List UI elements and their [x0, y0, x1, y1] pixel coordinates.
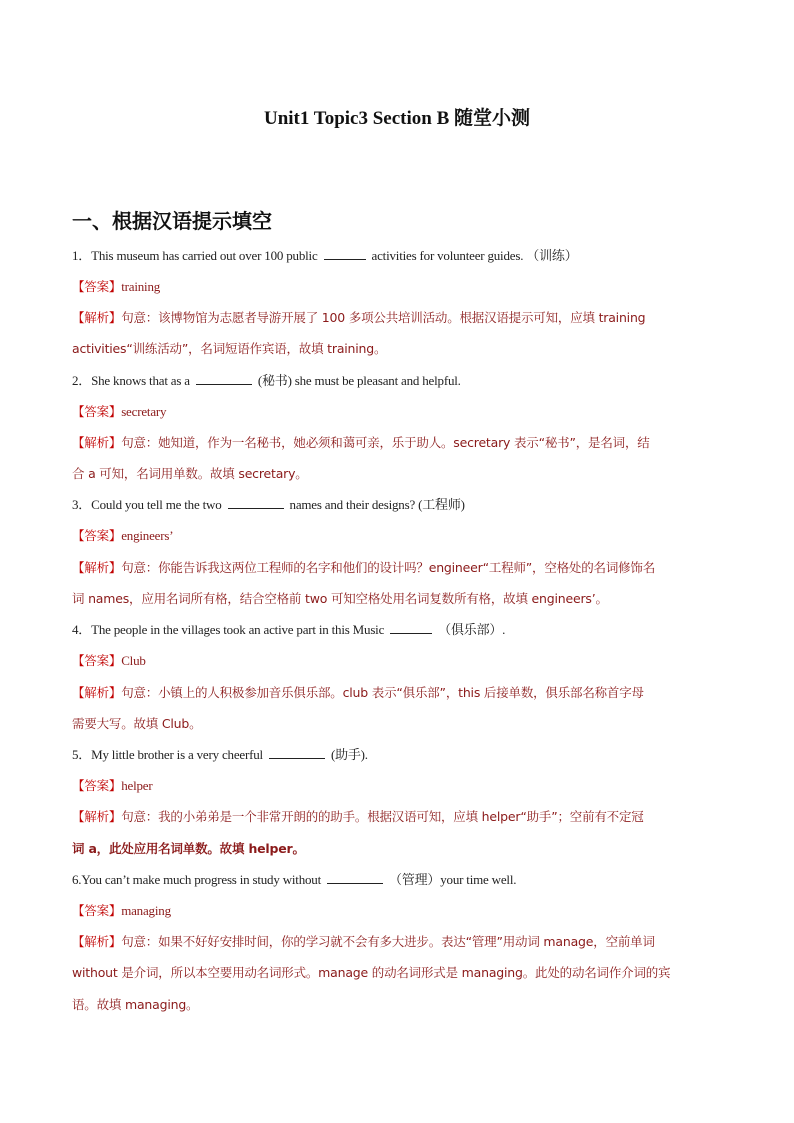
- answer-line: [72, 776, 732, 796]
- answer-line: [72, 901, 732, 921]
- explain-text: 句意：小镇上的人积极参加音乐俱乐部。club 表示“俱乐部”，this 后接单数，俱乐部名称首字母: [121, 685, 644, 700]
- explain-line: [72, 807, 732, 827]
- question-text: 1．This museum has carried out over 100 public: [72, 248, 318, 263]
- answer-line: [72, 651, 732, 671]
- question-3: [72, 495, 732, 515]
- answer-blank[interactable]: [324, 247, 366, 260]
- answer-tag: 【答案】: [72, 528, 122, 543]
- answer-tag: 【答案】: [72, 279, 122, 294]
- explain-line: [72, 433, 732, 453]
- answer-tag: 【答案】: [72, 903, 122, 918]
- answer-line: [72, 402, 732, 422]
- explain-tag: 【解析】: [72, 435, 122, 450]
- explain-line: without 是介词，所以本空要用动名词形式。manage 的动名词形式是 managing。此处的动名词作介词的宾: [72, 965, 671, 980]
- explain-line: 语。故填 managing。: [72, 997, 199, 1012]
- question-text: 3．Could you tell me the two: [72, 497, 222, 512]
- explain-line: [72, 558, 732, 578]
- explain-tag: 【解析】: [72, 934, 122, 949]
- answer-value: helper: [121, 778, 153, 793]
- explain-line: 词 names，应用名词所有格，结合空格前 two 可知空格处用名词复数所有格，故填 engineers’。: [72, 591, 608, 606]
- explain-text: 句意：我的小弟弟是一个非常开朗的的助手。根据汉语可知，应填 helper“助手”；空前有不定冠: [121, 809, 644, 824]
- explain-text: 句意：你能告诉我这两位工程师的名字和他们的设计吗？engineer“工程师”，空格处的名词修饰名: [121, 560, 656, 575]
- explain-text: 句意：该博物馆为志愿者导游开展了 100 多项公共培训活动。根据汉语提示可知，应填 training: [121, 310, 646, 325]
- explain-line: 合 a 可知，名词用单数。故填 secretary。: [72, 466, 308, 481]
- answer-value: managing: [121, 903, 171, 918]
- question-1: [72, 246, 732, 266]
- answer-tag: 【答案】: [72, 653, 122, 668]
- explain-tag: 【解析】: [72, 685, 122, 700]
- explain-line: activities“训练活动”，名词短语作宾语，故填 training。: [72, 341, 387, 356]
- answer-blank[interactable]: [196, 372, 252, 385]
- explain-tag: 【解析】: [72, 310, 122, 325]
- question-text: names and their designs? (工程师): [289, 497, 465, 512]
- question-text: （管理）your time well.: [389, 872, 517, 887]
- answer-blank[interactable]: [390, 621, 432, 634]
- explain-text: 句意：如果不好好安排时间，你的学习就不会有多大进步。表达“管理”用动词 manage，空前单词: [121, 934, 655, 949]
- answer-value: engineers’: [121, 528, 174, 543]
- explain-line: 需要大写。故填 Club。: [72, 716, 202, 731]
- explain-line: [72, 683, 732, 703]
- answer-value: secretary: [121, 404, 167, 419]
- question-6: [72, 870, 732, 890]
- section-heading: 一、根据汉语提示填空: [72, 209, 272, 233]
- answer-tag: 【答案】: [72, 778, 122, 793]
- explain-line: [72, 308, 732, 328]
- question-text: (秘书) she must be pleasant and helpful.: [257, 373, 461, 388]
- question-text: （俱乐部）.: [438, 622, 506, 637]
- answer-blank[interactable]: [228, 496, 284, 509]
- page-title: Unit1 Topic3 Section B 随堂小测: [263, 108, 531, 129]
- answer-value: Club: [121, 653, 146, 668]
- question-text: (助手).: [330, 747, 368, 762]
- question-text: 6.You can’t make much progress in study without: [72, 872, 322, 887]
- explain-text: 句意：她知道，作为一名秘书，她必须和蔼可亲，乐于助人。secretary 表示“秘书”，是名词，结: [121, 435, 650, 450]
- answer-tag: 【答案】: [72, 404, 122, 419]
- answer-value: training: [121, 279, 161, 294]
- answer-line: [72, 277, 732, 297]
- explain-line: 词 a，此处应用名词单数。故填 helper。: [72, 841, 305, 856]
- question-4: [72, 620, 732, 640]
- answer-blank[interactable]: [327, 871, 383, 884]
- explain-tag: 【解析】: [72, 560, 122, 575]
- question-5: [72, 745, 732, 765]
- question-2: [72, 371, 732, 391]
- question-text: 4．The people in the villages took an active part in this Music: [72, 622, 385, 637]
- question-text: 5．My little brother is a very cheerful: [72, 747, 263, 762]
- explain-tag: 【解析】: [72, 809, 122, 824]
- answer-line: [72, 526, 732, 546]
- question-text: 2．She knows that as a: [72, 373, 190, 388]
- question-text: activities for volunteer guides. （训练）: [371, 248, 578, 263]
- explain-line: [72, 932, 732, 952]
- answer-blank[interactable]: [269, 746, 325, 759]
